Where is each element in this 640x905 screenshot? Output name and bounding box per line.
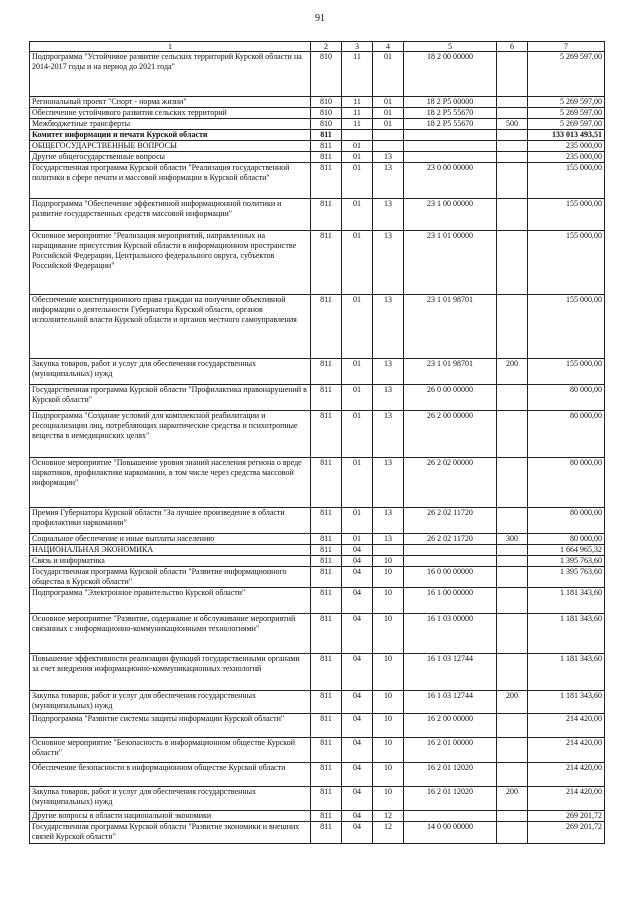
cell-subsection: 13 (373, 295, 404, 359)
cell-grbs: 811 (311, 534, 342, 545)
cell-amount: 214 420,00 (528, 714, 605, 738)
cell-grbs: 811 (311, 163, 342, 199)
cell-amount: 214 420,00 (528, 787, 605, 811)
cell-expense-type (497, 411, 528, 458)
table-row (30, 654, 605, 691)
cell-expense-type (497, 556, 528, 567)
cell-subsection: 13 (373, 152, 404, 163)
cell-subsection: 13 (373, 199, 404, 231)
cell-subsection: 12 (373, 811, 404, 822)
cell-section: 04 (342, 787, 373, 811)
cell-expense-type (497, 108, 528, 119)
cell-section: 01 (342, 152, 373, 163)
cell-amount: 5 269 597,00 (528, 97, 605, 108)
cell-section: 04 (342, 691, 373, 714)
table-row (30, 556, 605, 567)
cell-amount: 1 181 343,60 (528, 691, 605, 714)
cell-target-article (404, 152, 497, 163)
cell-name: Межбюджетные трансферты (30, 119, 311, 130)
cell-amount: 155 000,00 (528, 231, 605, 295)
cell-target-article: 26 2 02 00000 (404, 458, 497, 508)
table-row (30, 811, 605, 822)
cell-name: Подпрограмма "Устойчивое развитие сельских территорий Курской области на 2014-2017 годы и на период до 2021 года" (30, 52, 311, 97)
cell-name: Государственная программа Курской области "Профилактика правонарушений в Курской области" (30, 385, 311, 411)
cell-amount: 155 000,00 (528, 199, 605, 231)
cell-target-article: 16 0 00 00000 (404, 567, 497, 588)
table-row (30, 231, 605, 295)
cell-target-article: 18 2 P5 55670 (404, 119, 497, 130)
cell-amount: 235 000,00 (528, 141, 605, 152)
cell-amount: 1 181 343,60 (528, 588, 605, 614)
cell-amount: 80 000,00 (528, 534, 605, 545)
cell-subsection: 01 (373, 108, 404, 119)
budget-table (29, 41, 605, 844)
cell-subsection: 10 (373, 787, 404, 811)
table-row (30, 588, 605, 614)
cell-expense-type (497, 822, 528, 844)
cell-section: 04 (342, 545, 373, 556)
cell-subsection: 01 (373, 52, 404, 97)
cell-expense-type (497, 763, 528, 787)
cell-expense-type (497, 614, 528, 654)
cell-subsection: 10 (373, 714, 404, 738)
cell-amount: 80 000,00 (528, 385, 605, 411)
cell-expense-type (497, 152, 528, 163)
cell-target-article: 16 2 00 00000 (404, 714, 497, 738)
table-row (30, 152, 605, 163)
cell-name: Основное мероприятие "Развитие, содержание и обслуживание мероприятий связанных с информационно-коммуникационными технологиями" (30, 614, 311, 654)
cell-name: Подпрограмма "Развитие системы защиты информации Курской области" (30, 714, 311, 738)
table-row (30, 614, 605, 654)
cell-expense-type (497, 738, 528, 763)
cell-grbs: 811 (311, 545, 342, 556)
cell-expense-type (497, 714, 528, 738)
table-header-row (30, 42, 605, 52)
cell-grbs: 810 (311, 108, 342, 119)
cell-grbs: 811 (311, 359, 342, 385)
cell-section: 04 (342, 567, 373, 588)
cell-expense-type (497, 508, 528, 534)
cell-expense-type (497, 295, 528, 359)
cell-section: 01 (342, 385, 373, 411)
cell-expense-type (497, 458, 528, 508)
cell-subsection: 10 (373, 654, 404, 691)
table-row (30, 163, 605, 199)
cell-name: Основное мероприятие "Реализация мероприятий, направленных на наращивание присутствия Курской области в информационном пространстве Российской Федерации, Центрального федерального округа, субъектов Российской Федерации" (30, 231, 311, 295)
cell-expense-type (497, 130, 528, 141)
cell-subsection: 13 (373, 458, 404, 508)
cell-name: Государственная программа Курской области "Развитие информационного общества в Курской области" (30, 567, 311, 588)
cell-target-article: 23 1 00 00000 (404, 199, 497, 231)
cell-amount: 80 000,00 (528, 508, 605, 534)
table-row (30, 508, 605, 534)
cell-name: Закупка товаров, работ и услуг для обеспечения государственных (муниципальных) нужд (30, 691, 311, 714)
cell-section (342, 130, 373, 141)
cell-expense-type (497, 588, 528, 614)
cell-amount: 1 181 343,60 (528, 614, 605, 654)
cell-amount: 80 000,00 (528, 458, 605, 508)
cell-section: 01 (342, 458, 373, 508)
cell-name: Подпрограмма "Создание условий для комплексной реабилитации и ресоциализации лиц, потребляющих наркотические средства и психотропные вещества в немедицинских целях" (30, 411, 311, 458)
column-header: 6 (497, 42, 528, 52)
column-header: 4 (373, 42, 404, 52)
cell-subsection: 13 (373, 411, 404, 458)
cell-target-article (404, 130, 497, 141)
cell-amount: 269 201,72 (528, 822, 605, 844)
cell-target-article: 18 2 00 00000 (404, 52, 497, 97)
table-row (30, 108, 605, 119)
cell-section: 01 (342, 231, 373, 295)
cell-expense-type (497, 545, 528, 556)
cell-target-article: 16 1 03 12744 (404, 654, 497, 691)
column-header: 7 (528, 42, 605, 52)
cell-name: Государственная программа Курской области "Развитие экономики и внешних связей Курской области" (30, 822, 311, 844)
cell-subsection: 13 (373, 534, 404, 545)
cell-amount: 214 420,00 (528, 763, 605, 787)
cell-subsection: 13 (373, 231, 404, 295)
cell-target-article (404, 556, 497, 567)
cell-grbs: 811 (311, 588, 342, 614)
table-row (30, 567, 605, 588)
cell-expense-type (497, 163, 528, 199)
cell-grbs: 811 (311, 141, 342, 152)
cell-subsection: 13 (373, 163, 404, 199)
cell-amount: 133 013 493,51 (528, 130, 605, 141)
cell-section: 04 (342, 811, 373, 822)
cell-section: 01 (342, 359, 373, 385)
cell-expense-type (497, 52, 528, 97)
cell-target-article: 16 1 00 00000 (404, 588, 497, 614)
cell-section: 04 (342, 822, 373, 844)
table-row (30, 411, 605, 458)
cell-grbs: 811 (311, 130, 342, 141)
cell-grbs: 811 (311, 738, 342, 763)
table-row (30, 714, 605, 738)
cell-subsection: 10 (373, 614, 404, 654)
cell-grbs: 810 (311, 97, 342, 108)
page-number: 91 (315, 13, 325, 24)
cell-name: Социальное обеспечение и иные выплаты населению (30, 534, 311, 545)
cell-section: 11 (342, 119, 373, 130)
cell-expense-type: 200 (497, 691, 528, 714)
column-header: 2 (311, 42, 342, 52)
cell-amount: 1 181 343,60 (528, 654, 605, 691)
cell-grbs: 811 (311, 763, 342, 787)
cell-section: 04 (342, 588, 373, 614)
cell-grbs: 811 (311, 654, 342, 691)
cell-grbs: 811 (311, 231, 342, 295)
cell-grbs: 811 (311, 567, 342, 588)
cell-subsection: 13 (373, 385, 404, 411)
cell-amount: 1 664 965,32 (528, 545, 605, 556)
table-row (30, 738, 605, 763)
cell-target-article: 23 1 01 98701 (404, 359, 497, 385)
cell-target-article: 23 0 00 00000 (404, 163, 497, 199)
cell-amount: 80 000,00 (528, 411, 605, 458)
cell-name: Закупка товаров, работ и услуг для обеспечения государственных (муниципальных) нужд (30, 359, 311, 385)
cell-name: НАЦИОНАЛЬНАЯ ЭКОНОМИКА (30, 545, 311, 556)
cell-name: Премия Губернатора Курской области "За лучшее произведение в области профилактики наркомании" (30, 508, 311, 534)
table-row (30, 787, 605, 811)
cell-amount: 1 395 763,60 (528, 556, 605, 567)
cell-name: Региональный проект "Спорт - норма жизни" (30, 97, 311, 108)
table-row (30, 295, 605, 359)
cell-name: ОБЩЕГОСУДАРСТВЕННЫЕ ВОПРОСЫ (30, 141, 311, 152)
cell-name: Основное мероприятие "Безопасность в информационном обществе Курской области" (30, 738, 311, 763)
cell-grbs: 811 (311, 822, 342, 844)
cell-target-article: 16 2 01 12020 (404, 763, 497, 787)
cell-section: 01 (342, 141, 373, 152)
cell-amount: 155 000,00 (528, 163, 605, 199)
cell-target-article: 18 2 P5 55670 (404, 108, 497, 119)
cell-name: Закупка товаров, работ и услуг для обеспечения государственных (муниципальных) нужд (30, 787, 311, 811)
cell-subsection: 12 (373, 822, 404, 844)
cell-section: 01 (342, 411, 373, 458)
cell-grbs: 811 (311, 691, 342, 714)
cell-amount: 269 201,72 (528, 811, 605, 822)
cell-name: Обеспечение безопасности в информационном обществе Курской области (30, 763, 311, 787)
cell-target-article: 23 1 01 00000 (404, 231, 497, 295)
table-row (30, 141, 605, 152)
cell-target-article: 16 2 01 00000 (404, 738, 497, 763)
cell-section: 11 (342, 52, 373, 97)
table-row (30, 359, 605, 385)
cell-expense-type: 200 (497, 359, 528, 385)
cell-subsection: 10 (373, 691, 404, 714)
cell-expense-type (497, 231, 528, 295)
cell-grbs: 811 (311, 295, 342, 359)
table-row (30, 545, 605, 556)
table-row (30, 458, 605, 508)
cell-target-article: 18 2 P5 00000 (404, 97, 497, 108)
cell-name: Обеспечение устойчивого развития сельских территорий (30, 108, 311, 119)
cell-expense-type: 200 (497, 787, 528, 811)
cell-target-article: 26 2 02 11720 (404, 508, 497, 534)
cell-subsection (373, 545, 404, 556)
cell-subsection: 13 (373, 359, 404, 385)
cell-grbs: 811 (311, 152, 342, 163)
cell-expense-type (497, 567, 528, 588)
cell-grbs: 811 (311, 811, 342, 822)
cell-grbs: 811 (311, 458, 342, 508)
table-row (30, 385, 605, 411)
cell-target-article: 16 2 01 12020 (404, 787, 497, 811)
cell-amount: 214 420,00 (528, 738, 605, 763)
cell-section: 04 (342, 738, 373, 763)
cell-section: 01 (342, 199, 373, 231)
cell-amount: 5 269 597,00 (528, 119, 605, 130)
cell-grbs: 810 (311, 119, 342, 130)
cell-subsection (373, 141, 404, 152)
cell-expense-type (497, 811, 528, 822)
cell-grbs: 811 (311, 508, 342, 534)
cell-grbs: 811 (311, 411, 342, 458)
cell-grbs: 811 (311, 787, 342, 811)
cell-name: Связь и информатика (30, 556, 311, 567)
cell-expense-type (497, 141, 528, 152)
cell-amount: 5 269 597,00 (528, 108, 605, 119)
cell-expense-type (497, 199, 528, 231)
cell-subsection: 10 (373, 556, 404, 567)
cell-target-article: 26 2 02 11720 (404, 534, 497, 545)
cell-grbs: 811 (311, 556, 342, 567)
cell-amount: 155 000,00 (528, 295, 605, 359)
column-header: 3 (342, 42, 373, 52)
cell-section: 01 (342, 534, 373, 545)
cell-section: 11 (342, 97, 373, 108)
cell-target-article: 16 1 03 00000 (404, 614, 497, 654)
cell-section: 01 (342, 508, 373, 534)
cell-section: 11 (342, 108, 373, 119)
table-row (30, 119, 605, 130)
cell-expense-type (497, 97, 528, 108)
cell-name: Основное мероприятие "Повышение уровня знаний населения региона о вреде наркотиков, профилактике наркомании, в том числе через средства массовой информации" (30, 458, 311, 508)
cell-section: 04 (342, 614, 373, 654)
cell-name: Другие вопросы в области национальной экономики (30, 811, 311, 822)
cell-amount: 5 269 597,00 (528, 52, 605, 97)
table-row (30, 822, 605, 844)
cell-subsection: 01 (373, 97, 404, 108)
table-row (30, 199, 605, 231)
cell-expense-type (497, 654, 528, 691)
cell-expense-type: 500 (497, 119, 528, 130)
cell-subsection (373, 130, 404, 141)
table-row (30, 97, 605, 108)
cell-expense-type: 300 (497, 534, 528, 545)
table-row (30, 691, 605, 714)
cell-grbs: 811 (311, 385, 342, 411)
table-row (30, 52, 605, 97)
cell-subsection: 10 (373, 567, 404, 588)
column-header: 1 (30, 42, 311, 52)
cell-target-article (404, 141, 497, 152)
cell-amount: 1 395 763,60 (528, 567, 605, 588)
cell-name: Обеспечение конституционного права граждан на получение объективной информации о деятельности Губернатора Курской области, органов исполнительной власти Курской области и органов местного самоуправления (30, 295, 311, 359)
cell-name: Другие общегосударственные вопросы (30, 152, 311, 163)
cell-name: Подпрограмма "Электронное правительство Курской области" (30, 588, 311, 614)
cell-target-article: 26 2 00 00000 (404, 411, 497, 458)
cell-section: 01 (342, 163, 373, 199)
table-row (30, 130, 605, 141)
cell-amount: 155 000,00 (528, 359, 605, 385)
cell-grbs: 811 (311, 199, 342, 231)
cell-subsection: 13 (373, 508, 404, 534)
cell-section: 04 (342, 763, 373, 787)
cell-amount: 235 000,00 (528, 152, 605, 163)
cell-name: Государственная программа Курской области "Реализация государственной политики в сфере печати и массовой информации в Курской области" (30, 163, 311, 199)
cell-expense-type (497, 385, 528, 411)
cell-target-article: 26 0 00 00000 (404, 385, 497, 411)
cell-subsection: 10 (373, 588, 404, 614)
cell-subsection: 10 (373, 738, 404, 763)
cell-section: 01 (342, 295, 373, 359)
table-row (30, 763, 605, 787)
cell-target-article: 14 0 00 00000 (404, 822, 497, 844)
cell-target-article: 23 1 01 98701 (404, 295, 497, 359)
cell-grbs: 811 (311, 614, 342, 654)
cell-section: 04 (342, 556, 373, 567)
cell-grbs: 810 (311, 52, 342, 97)
column-header: 5 (404, 42, 497, 52)
cell-name: Повышение эффективности реализации функций государственными органами за счет внедрения информационно-коммуникационных технологий (30, 654, 311, 691)
cell-section: 04 (342, 654, 373, 691)
table-row (30, 534, 605, 545)
cell-target-article: 16 1 03 12744 (404, 691, 497, 714)
cell-section: 04 (342, 714, 373, 738)
cell-subsection: 01 (373, 119, 404, 130)
cell-name: Подпрограмма "Обеспечение эффективной информационной политики и развитие государственных средств массовой информации" (30, 199, 311, 231)
cell-name: Комитет информации и печати Курской области (30, 130, 311, 141)
cell-grbs: 811 (311, 714, 342, 738)
cell-subsection: 10 (373, 763, 404, 787)
cell-target-article (404, 545, 497, 556)
cell-target-article (404, 811, 497, 822)
